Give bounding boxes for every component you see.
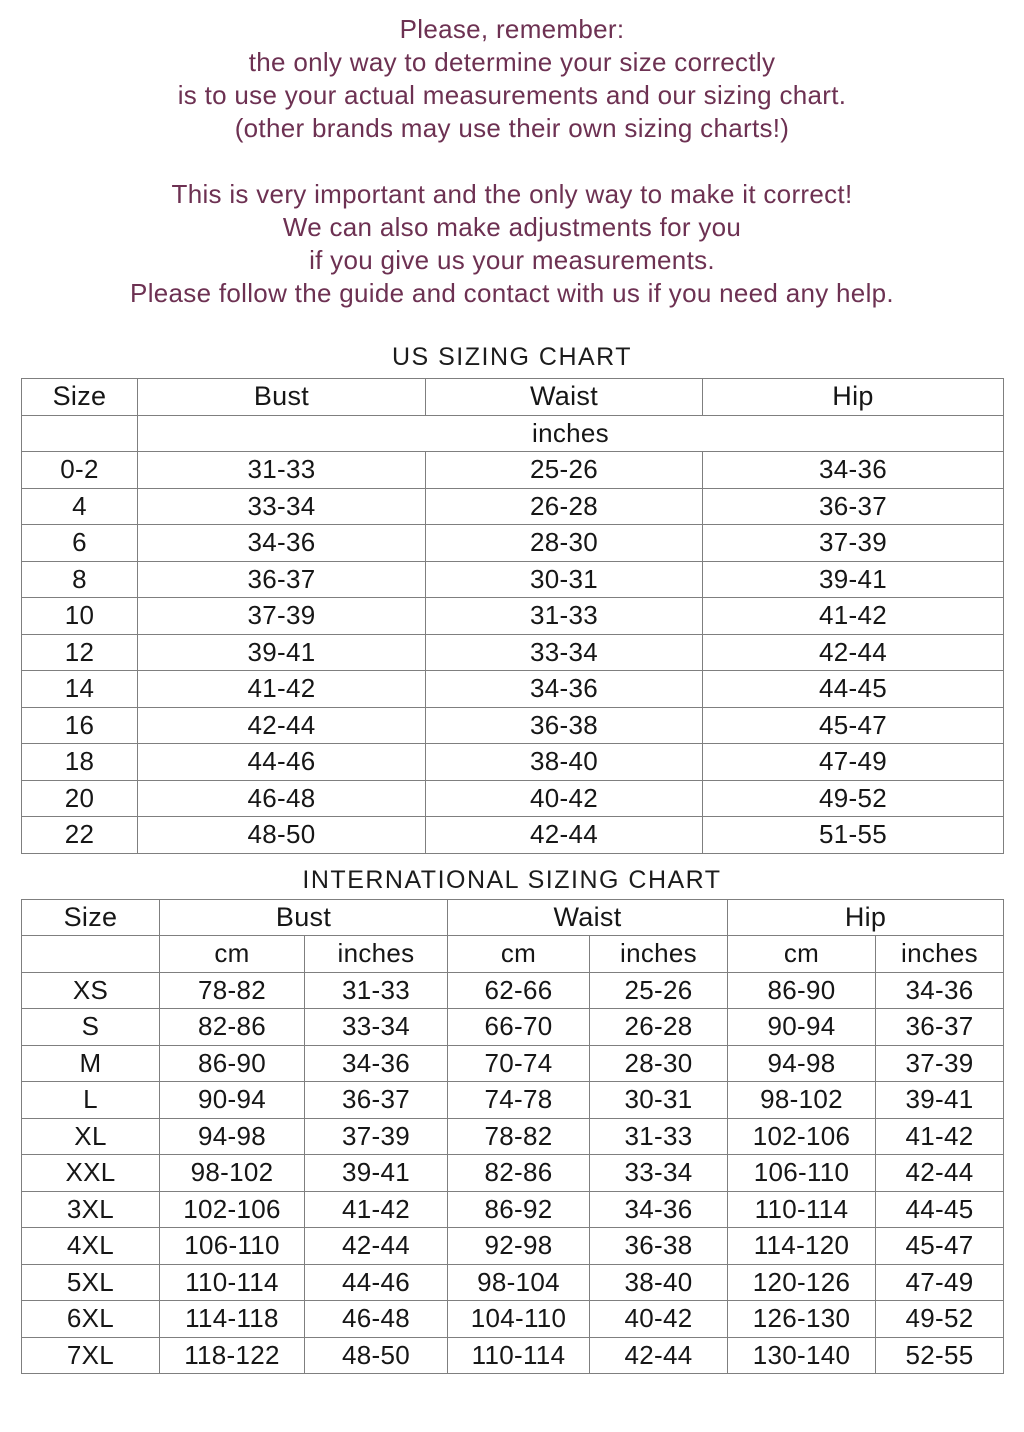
table-row: [22, 1155, 1004, 1192]
empty-cell: [22, 936, 160, 973]
table-cell: 40-42: [426, 780, 703, 817]
table-cell: M: [22, 1045, 160, 1082]
table-cell: 20: [22, 780, 138, 817]
table-cell: L: [22, 1082, 160, 1119]
table-cell: 36-37: [876, 1009, 1004, 1046]
table-cell: XXL: [22, 1155, 160, 1192]
table-cell: 30-31: [426, 561, 703, 598]
table-cell: 98-102: [728, 1082, 876, 1119]
table-cell: 39-41: [876, 1082, 1004, 1119]
table-cell: 126-130: [728, 1301, 876, 1338]
table-cell: 78-82: [448, 1118, 590, 1155]
table-cell: 8: [22, 561, 138, 598]
table-row: [22, 561, 1004, 598]
column-header-bust: Bust: [160, 899, 448, 936]
unit-label: inches: [876, 936, 1004, 973]
intro-line: Please, remember:: [399, 14, 625, 44]
table-cell: 5XL: [22, 1264, 160, 1301]
table-cell: 41-42: [305, 1191, 448, 1228]
table-cell: 25-26: [426, 452, 703, 489]
table-cell: 42-44: [426, 817, 703, 854]
table-cell: S: [22, 1009, 160, 1046]
table-row: [22, 1337, 1004, 1374]
intro-line: Please follow the guide and contact with us if you need any help.: [130, 278, 894, 308]
table-cell: 98-102: [160, 1155, 305, 1192]
table-cell: 47-49: [876, 1264, 1004, 1301]
table-cell: 0-2: [22, 452, 138, 489]
table-cell: 114-118: [160, 1301, 305, 1338]
table-cell: 118-122: [160, 1337, 305, 1374]
us-sizing-table: [21, 378, 1004, 854]
table-cell: 41-42: [703, 598, 1004, 635]
table-cell: 4XL: [22, 1228, 160, 1265]
table-cell: 130-140: [728, 1337, 876, 1374]
intro-blank-line: [0, 145, 1024, 178]
intro-line: We can also make adjustments for you: [282, 212, 742, 242]
table-cell: 90-94: [728, 1009, 876, 1046]
table-cell: 34-36: [426, 671, 703, 708]
table-cell: 16: [22, 707, 138, 744]
table-cell: 28-30: [590, 1045, 728, 1082]
table-cell: 102-106: [728, 1118, 876, 1155]
table-cell: 94-98: [728, 1045, 876, 1082]
table-cell: 36-37: [305, 1082, 448, 1119]
table-cell: 26-28: [426, 488, 703, 525]
table-cell: 30-31: [590, 1082, 728, 1119]
table-cell: 48-50: [305, 1337, 448, 1374]
unit-label: inches: [590, 936, 728, 973]
column-header-hip: Hip: [703, 379, 1004, 416]
table-cell: 10: [22, 598, 138, 635]
table-cell: 70-74: [448, 1045, 590, 1082]
table-cell: 86-90: [160, 1045, 305, 1082]
table-cell: 41-42: [876, 1118, 1004, 1155]
column-header-waist: Waist: [448, 899, 728, 936]
table-cell: 36-37: [138, 561, 426, 598]
table-cell: 44-46: [138, 744, 426, 781]
table-cell: 110-114: [728, 1191, 876, 1228]
table-cell: 42-44: [703, 634, 1004, 671]
table-cell: 62-66: [448, 972, 590, 1009]
table-cell: 98-104: [448, 1264, 590, 1301]
table-cell: 18: [22, 744, 138, 781]
table-cell: 42-44: [876, 1155, 1004, 1192]
unit-label: cm: [448, 936, 590, 973]
table-cell: 3XL: [22, 1191, 160, 1228]
table-row: [22, 634, 1004, 671]
table-cell: 46-48: [138, 780, 426, 817]
table-cell: 37-39: [703, 525, 1004, 562]
table-row: [22, 1264, 1004, 1301]
table-cell: 51-55: [703, 817, 1004, 854]
header-row: [22, 899, 1004, 936]
table-cell: 42-44: [590, 1337, 728, 1374]
table-row: [22, 1009, 1004, 1046]
table-cell: 34-36: [703, 452, 1004, 489]
table-cell: 37-39: [138, 598, 426, 635]
table-row: [22, 598, 1004, 635]
table-cell: 47-49: [703, 744, 1004, 781]
table-row: [22, 744, 1004, 781]
table-cell: 110-114: [160, 1264, 305, 1301]
table-cell: 26-28: [590, 1009, 728, 1046]
table-row: [22, 452, 1004, 489]
intro-line: the only way to determine your size correctly: [248, 47, 776, 77]
table-cell: 86-90: [728, 972, 876, 1009]
table-cell: 46-48: [305, 1301, 448, 1338]
table-cell: 90-94: [160, 1082, 305, 1119]
header-row: [22, 379, 1004, 416]
table-row: [22, 972, 1004, 1009]
table-cell: 74-78: [448, 1082, 590, 1119]
intro-text: [0, 0, 1024, 310]
empty-cell: [22, 415, 138, 452]
table-row: [22, 1228, 1004, 1265]
table-cell: 31-33: [138, 452, 426, 489]
table-cell: 37-39: [876, 1045, 1004, 1082]
intro-line: This is very important and the only way to make it correct!: [171, 179, 853, 209]
intl-chart-title: INTERNATIONAL SIZING CHART: [302, 865, 722, 894]
table-cell: 34-36: [590, 1191, 728, 1228]
table-row: [22, 525, 1004, 562]
table-cell: 28-30: [426, 525, 703, 562]
table-cell: 41-42: [138, 671, 426, 708]
table-cell: 33-34: [305, 1009, 448, 1046]
table-row: [22, 1045, 1004, 1082]
table-cell: 44-46: [305, 1264, 448, 1301]
table-cell: 106-110: [160, 1228, 305, 1265]
column-header-hip: Hip: [728, 899, 1004, 936]
table-cell: XL: [22, 1118, 160, 1155]
unit-label: cm: [728, 936, 876, 973]
unit-row: [22, 936, 1004, 973]
table-cell: 36-38: [426, 707, 703, 744]
unit-row: [22, 415, 1004, 452]
table-row: [22, 1118, 1004, 1155]
table-cell: 25-26: [590, 972, 728, 1009]
table-cell: 66-70: [448, 1009, 590, 1046]
table-cell: 31-33: [590, 1118, 728, 1155]
table-cell: 38-40: [590, 1264, 728, 1301]
table-cell: 110-114: [448, 1337, 590, 1374]
table-cell: 102-106: [160, 1191, 305, 1228]
table-cell: 12: [22, 634, 138, 671]
column-header-waist: Waist: [426, 379, 703, 416]
table-cell: 34-36: [305, 1045, 448, 1082]
table-cell: 44-45: [876, 1191, 1004, 1228]
table-row: [22, 817, 1004, 854]
table-cell: 34-36: [138, 525, 426, 562]
us-chart-title: US SIZING CHART: [391, 343, 633, 371]
table-cell: 33-34: [590, 1155, 728, 1192]
table-cell: 33-34: [426, 634, 703, 671]
unit-label: inches: [305, 936, 448, 973]
table-cell: 34-36: [876, 972, 1004, 1009]
table-cell: 120-126: [728, 1264, 876, 1301]
table-cell: 38-40: [426, 744, 703, 781]
table-cell: 40-42: [590, 1301, 728, 1338]
table-cell: 39-41: [138, 634, 426, 671]
intl-sizing-table: [21, 899, 1004, 1375]
unit-label: cm: [160, 936, 305, 973]
table-cell: 82-86: [448, 1155, 590, 1192]
table-cell: 37-39: [305, 1118, 448, 1155]
table-cell: 14: [22, 671, 138, 708]
table-cell: 42-44: [305, 1228, 448, 1265]
table-row: [22, 780, 1004, 817]
table-cell: 78-82: [160, 972, 305, 1009]
table-cell: 82-86: [160, 1009, 305, 1046]
intro-line: if you give us your measurements.: [309, 245, 715, 275]
table-row: [22, 1082, 1004, 1119]
table-cell: 31-33: [426, 598, 703, 635]
table-cell: 49-52: [876, 1301, 1004, 1338]
table-row: [22, 488, 1004, 525]
table-cell: XS: [22, 972, 160, 1009]
table-cell: 36-37: [703, 488, 1004, 525]
column-header-size: Size: [22, 899, 160, 936]
table-cell: 106-110: [728, 1155, 876, 1192]
table-cell: 33-34: [138, 488, 426, 525]
table-cell: 92-98: [448, 1228, 590, 1265]
table-row: [22, 707, 1004, 744]
table-cell: 39-41: [305, 1155, 448, 1192]
table-cell: 45-47: [876, 1228, 1004, 1265]
intro-line: is to use your actual measurements and our sizing chart.: [177, 80, 847, 110]
table-cell: 86-92: [448, 1191, 590, 1228]
table-row: [22, 671, 1004, 708]
table-cell: 31-33: [305, 972, 448, 1009]
table-cell: 104-110: [448, 1301, 590, 1338]
table-row: [22, 1301, 1004, 1338]
table-cell: 39-41: [703, 561, 1004, 598]
table-cell: 4: [22, 488, 138, 525]
table-cell: 36-38: [590, 1228, 728, 1265]
table-cell: 6XL: [22, 1301, 160, 1338]
table-cell: 7XL: [22, 1337, 160, 1374]
table-cell: 94-98: [160, 1118, 305, 1155]
table-cell: 44-45: [703, 671, 1004, 708]
column-header-bust: Bust: [138, 379, 426, 416]
table-cell: 45-47: [703, 707, 1004, 744]
table-cell: 114-120: [728, 1228, 876, 1265]
table-row: [22, 1191, 1004, 1228]
table-cell: 22: [22, 817, 138, 854]
table-cell: 52-55: [876, 1337, 1004, 1374]
intro-line: (other brands may use their own sizing charts!): [234, 113, 790, 143]
table-cell: 49-52: [703, 780, 1004, 817]
table-cell: 6: [22, 525, 138, 562]
table-cell: 42-44: [138, 707, 426, 744]
column-header-size: Size: [22, 379, 138, 416]
unit-label: inches: [138, 415, 1004, 452]
table-cell: 48-50: [138, 817, 426, 854]
